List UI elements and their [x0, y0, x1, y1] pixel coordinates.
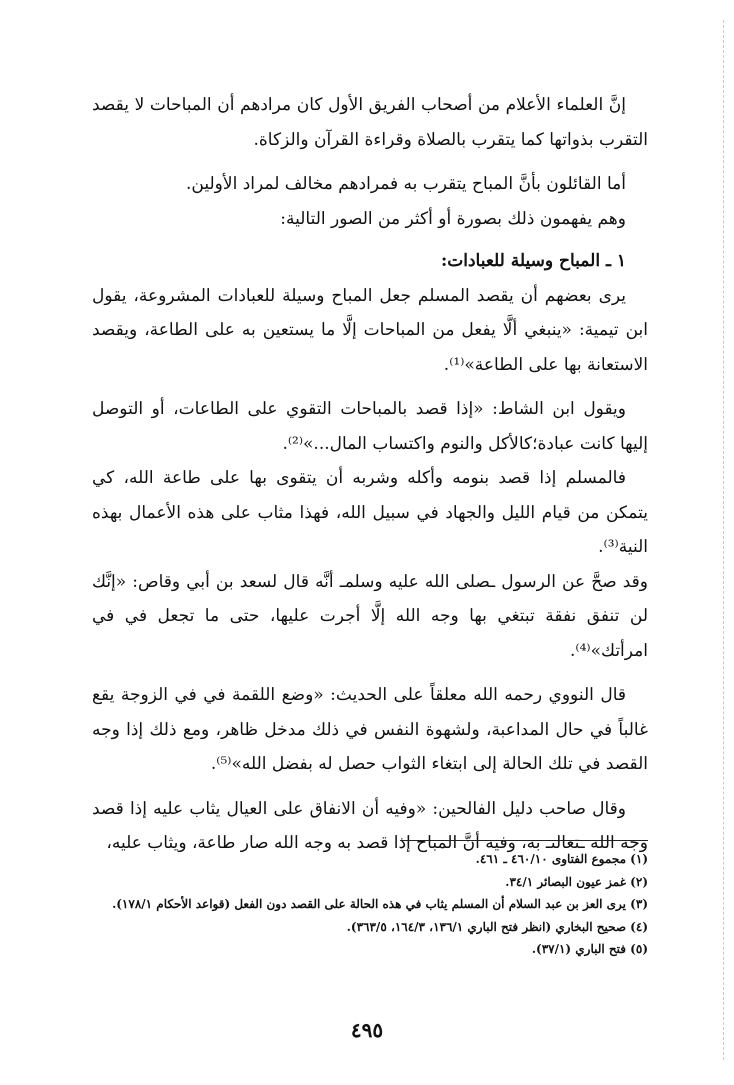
section-paragraph-ibn-taymiyya: يرى بعضهم أن يقصد المسلم جعل المباح وسيلة للعبادات المشروعة، يقول ابن تيمية: «ينبغي ألَّا يفعل من المباحات إلَّا ما يستعين به على الطاعة، ويقصد الاستعانة بها على الطاعة»⁽¹⁾.: [92, 285, 648, 375]
footnote-5: (٥) فتح الباري (٣٧/١).: [531, 942, 648, 956]
footnote-4: (٤) صحيح البخاري (انظر فتح الباري ١٣٦/١، ١٦٤/٣، ٣٦٣/٥).: [346, 919, 648, 934]
intro-text: [92, 88, 648, 861]
intro-paragraph-3: وهم يفهمون ذلك بصورة أو أكثر من الصور التالية:: [280, 208, 626, 229]
section-paragraph-nawawi: قال النووي رحمه الله معلقاً على الحديث: «وضع اللقمة في في الزوجة يقع غالباً في حال المداعبة، ولشهوة النفس في ذلك مدخل ظاهر، ومع ذلك إذا وجه القصد في تلك الحالة إلى ابتغاء الثواب حصل له بفضل الله»⁽⁵⁾.: [92, 685, 648, 774]
footnote-1: (١) مجموع الفتاوى ٤٦٠/١٠ ـ ٤٦١.: [475, 852, 648, 866]
section-paragraph-muslim-intention: فالمسلم إذا قصد بنومه وأكله وشربه أن يتقوى بها على طاعة الله، كي يتمكن من قيام الليل والجهاد في سبيل الله، فهذا مثاب على هذه الأعمال بهذه النية⁽³⁾.: [92, 468, 648, 557]
footnote-2: (٢) غمز عيون البصائر ٣٤/١.: [505, 874, 648, 889]
page-number: ٤٩٥: [350, 1018, 384, 1042]
footnote-separator: [400, 840, 648, 841]
intro-paragraph-2: أما القائلون بأنَّ المباح يتقرب به فمرادهم مخالف لمراد الأولين.: [186, 174, 626, 194]
scan-edge-line: [723, 20, 724, 1060]
intro-paragraph-1: إنَّ العلماء الأعلام من أصحاب الفريق الأول كان مرادهم أن المباحات لا يقصد التقرب بذواتها كما يتقرب بالصلاة وقراءة القرآن والزكاة.: [92, 95, 648, 150]
footnotes: [92, 848, 648, 961]
section-paragraph-ibn-alshat: ويقول ابن الشاط: «إذا قصد بالمباحات التقوي على الطاعات، أو التوصل إليها كانت عبادة؛كالأكل والنوم واكتساب المال...»⁽²⁾.: [92, 399, 648, 454]
section-paragraph-hadith: وقد صحَّ عن الرسول ـصلى الله عليه وسلمـ أنَّه قال لسعد بن أبي وقاص: «إنَّك لن تنفق نفقة تبتغي بها وجه الله إلَّا أجرت عليها، حتى ما تجعل في في امرأتك»⁽⁴⁾.: [92, 571, 648, 661]
footnote-3: (٣) يرى العز بن عبد السلام أن المسلم يثاب في هذه الحالة على القصد دون الفعل (قواعد الأحكام ١٧٨/١).: [112, 897, 648, 911]
section-heading: ١ ـ المباح وسيلة للعبادات:: [440, 251, 626, 271]
section-paragraph-dalil-alfalihin: وقال صاحب دليل الفالحين: «وفيه أن الانفاق على العيال يثاب عليه إذا قصد وجه الله ـتعالىـ به، وفيه أنَّ المباح إذا قصد به وجه الله صار طاعة، ويثاب عليه،: [92, 798, 648, 853]
